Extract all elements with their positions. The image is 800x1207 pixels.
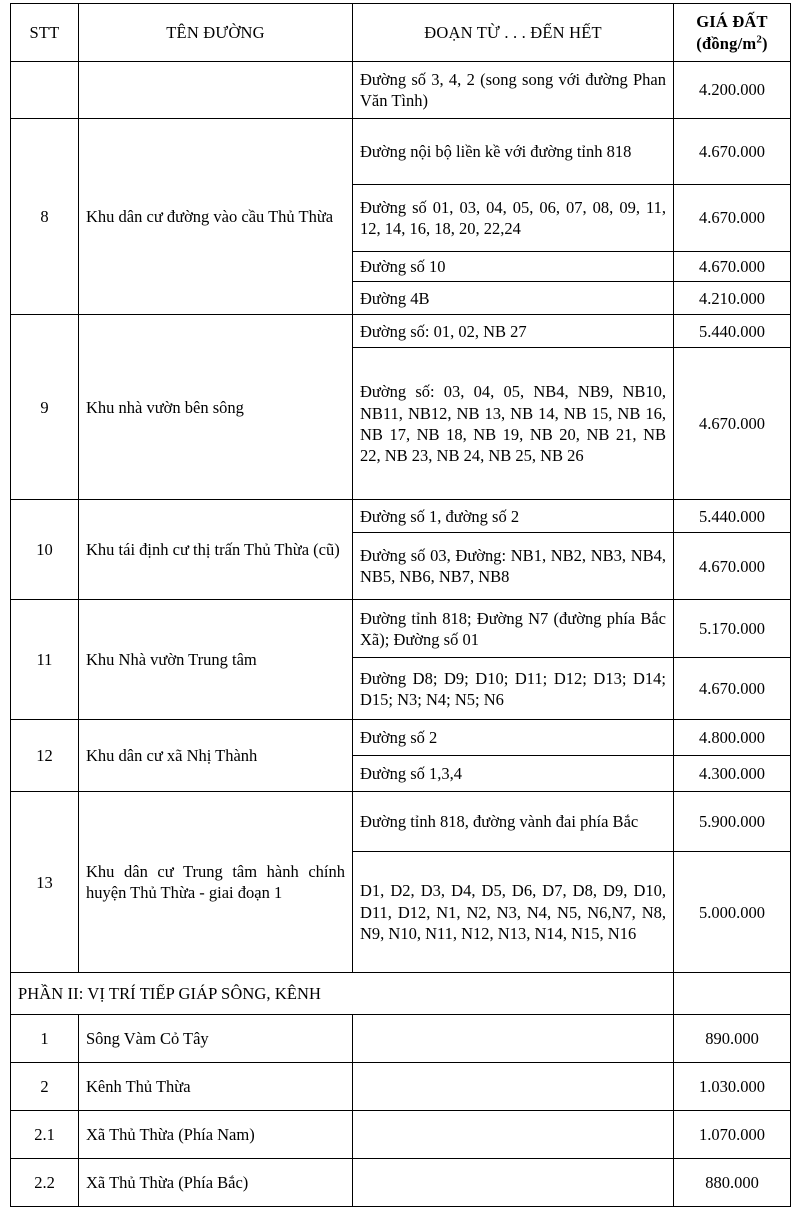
cell-segment: Đường D8; D9; D10; D11; D12; D13; D14; D15; N3; N4; N5; N6 xyxy=(353,658,674,720)
cell-segment: Đường số 01, 03, 04, 05, 06, 07, 08, 09, 11, 12, 14, 16, 18, 20, 22,24 xyxy=(353,185,674,252)
header-gia-dat-title: GIÁ ĐẤT xyxy=(696,12,768,32)
cell-segment xyxy=(353,1063,674,1111)
cell-name xyxy=(79,62,353,119)
header-stt: STT xyxy=(11,4,79,62)
cell-price: 1.030.000 xyxy=(674,1063,791,1111)
table-body xyxy=(11,62,791,1207)
table-row xyxy=(11,600,791,658)
header-gia-dat-unit xyxy=(681,33,783,54)
cell-segment: Đường tỉnh 818; Đường N7 (đường phía Bắc Xã); Đường số 01 xyxy=(353,600,674,658)
unit-superscript: 2 xyxy=(756,33,763,45)
cell-price: 4.670.000 xyxy=(674,252,791,282)
cell-name: Sông Vàm Cỏ Tây xyxy=(79,1015,353,1063)
cell-segment: Đường số: 03, 04, 05, NB4, NB9, NB10, NB11, NB12, NB 13, NB 14, NB 15, NB 16, NB 17, NB 18, NB 19, NB 20, NB 21, NB 22, NB 23, NB 24, NB 25, NB 26 xyxy=(353,348,674,500)
cell-name: Xã Thủ Thừa (Phía Nam) xyxy=(79,1111,353,1159)
table-row xyxy=(11,1063,791,1111)
cell-price: 4.300.000 xyxy=(674,756,791,792)
cell-segment: Đường số 3, 4, 2 (song song với đường Phan Văn Tình) xyxy=(353,62,674,119)
cell-price: 5.000.000 xyxy=(674,852,791,973)
cell-stt xyxy=(11,62,79,119)
cell-price: 5.440.000 xyxy=(674,500,791,533)
cell-segment: Đường số 1, đường số 2 xyxy=(353,500,674,533)
unit-suffix: ) xyxy=(762,33,768,53)
cell-segment: Đường số 03, Đường: NB1, NB2, NB3, NB4, NB5, NB6, NB7, NB8 xyxy=(353,533,674,600)
table-header xyxy=(11,4,791,62)
cell-segment: Đường số 2 xyxy=(353,720,674,756)
cell-price: 4.210.000 xyxy=(674,282,791,315)
cell-stt: 8 xyxy=(11,119,79,315)
cell-name: Kênh Thủ Thừa xyxy=(79,1063,353,1111)
cell-price: 880.000 xyxy=(674,1159,791,1207)
cell-price: 4.670.000 xyxy=(674,119,791,185)
section-header-row xyxy=(11,973,791,1015)
cell-price: 4.200.000 xyxy=(674,62,791,119)
cell-stt: 12 xyxy=(11,720,79,792)
cell-segment: D1, D2, D3, D4, D5, D6, D7, D8, D9, D10, D11, D12, N1, N2, N3, N4, N5, N6,N7, N8, N9, N10, N11, N12, N13, N14, N15, N16 xyxy=(353,852,674,973)
cell-name: Khu dân cư xã Nhị Thành xyxy=(79,720,353,792)
cell-segment: Đường số 1,3,4 xyxy=(353,756,674,792)
table-row xyxy=(11,500,791,533)
header-row xyxy=(11,4,791,62)
cell-name: Khu Nhà vườn Trung tâm xyxy=(79,600,353,720)
cell-segment xyxy=(353,1111,674,1159)
table-row xyxy=(11,62,791,119)
cell-segment: Đường nội bộ liền kề với đường tỉnh 818 xyxy=(353,119,674,185)
cell-name: Khu dân cư đường vào cầu Thủ Thừa xyxy=(79,119,353,315)
cell-price: 5.440.000 xyxy=(674,315,791,348)
table-row xyxy=(11,792,791,852)
cell-price: 5.900.000 xyxy=(674,792,791,852)
header-ten-duong: TÊN ĐƯỜNG xyxy=(79,4,353,62)
cell-stt: 2 xyxy=(11,1063,79,1111)
cell-segment: Đường số: 01, 02, NB 27 xyxy=(353,315,674,348)
cell-name: Xã Thủ Thừa (Phía Bắc) xyxy=(79,1159,353,1207)
cell-price: 1.070.000 xyxy=(674,1111,791,1159)
header-doan-tu: ĐOẠN TỪ . . . ĐẾN HẾT xyxy=(353,4,674,62)
cell-name: Khu dân cư Trung tâm hành chính huyện Thủ Thừa - giai đoạn 1 xyxy=(79,792,353,973)
cell-segment: Đường số 10 xyxy=(353,252,674,282)
cell-price: 4.670.000 xyxy=(674,658,791,720)
cell-price: 4.670.000 xyxy=(674,348,791,500)
cell-name: Khu nhà vườn bên sông xyxy=(79,315,353,500)
table-row xyxy=(11,119,791,185)
cell-stt: 2.1 xyxy=(11,1111,79,1159)
cell-price: 4.670.000 xyxy=(674,185,791,252)
cell-price: 4.800.000 xyxy=(674,720,791,756)
cell-price xyxy=(674,973,791,1015)
table-row xyxy=(11,1111,791,1159)
table-row xyxy=(11,1015,791,1063)
header-gia-dat xyxy=(674,4,791,62)
cell-stt: 13 xyxy=(11,792,79,973)
land-price-table xyxy=(10,3,791,1207)
cell-stt: 1 xyxy=(11,1015,79,1063)
cell-stt: 11 xyxy=(11,600,79,720)
cell-segment xyxy=(353,1159,674,1207)
table-row xyxy=(11,315,791,348)
cell-stt: 9 xyxy=(11,315,79,500)
cell-stt: 10 xyxy=(11,500,79,600)
table-row xyxy=(11,1159,791,1207)
table-row xyxy=(11,720,791,756)
cell-price: 5.170.000 xyxy=(674,600,791,658)
section-header-label: PHẦN II: VỊ TRÍ TIẾP GIÁP SÔNG, KÊNH xyxy=(11,973,674,1015)
unit-prefix: (đồng/m xyxy=(696,33,757,53)
cell-name: Khu tái định cư thị trấn Thủ Thừa (cũ) xyxy=(79,500,353,600)
cell-stt: 2.2 xyxy=(11,1159,79,1207)
cell-segment: Đường tỉnh 818, đường vành đai phía Bắc xyxy=(353,792,674,852)
cell-price: 4.670.000 xyxy=(674,533,791,600)
cell-segment xyxy=(353,1015,674,1063)
cell-price: 890.000 xyxy=(674,1015,791,1063)
cell-segment: Đường 4B xyxy=(353,282,674,315)
